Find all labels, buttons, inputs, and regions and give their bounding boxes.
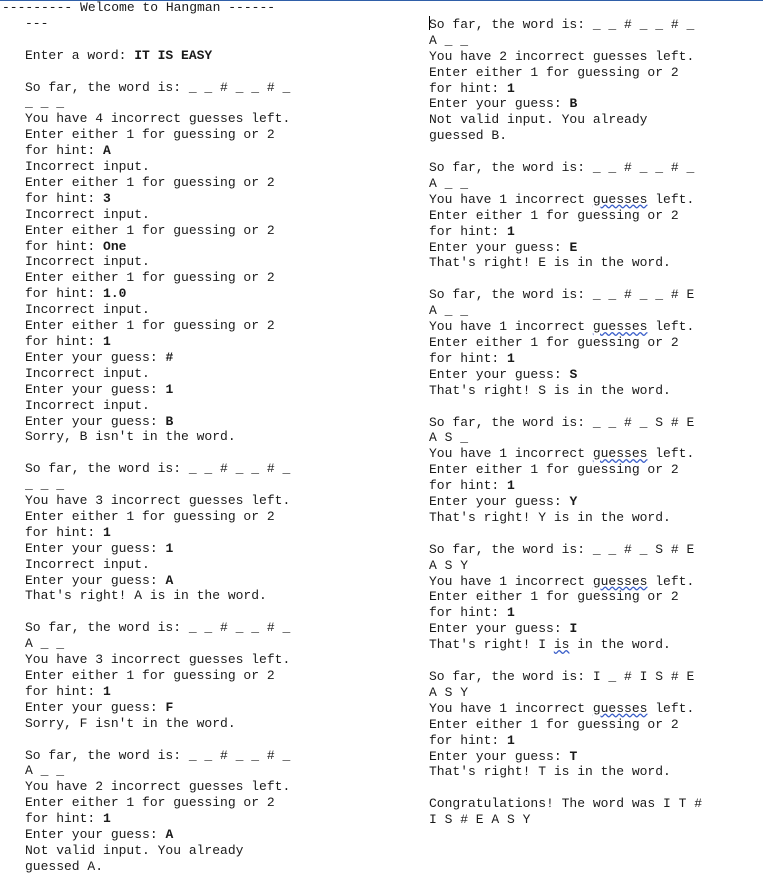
console-text: --------- Welcome to Hangman ------: [2, 0, 276, 15]
user-input: 1: [507, 605, 515, 621]
console-text: Enter your guess:: [25, 381, 166, 397]
console-text: Enter your guess:: [25, 572, 166, 588]
console-text: for hint:: [25, 238, 104, 254]
console-text: That's right! A is in the word.: [25, 588, 267, 604]
console-text: You have 1 incorrect guesses left.: [429, 319, 695, 335]
console-text: Enter a word:: [25, 47, 135, 63]
console-text: Enter your guess:: [25, 699, 166, 715]
right-console-line: [429, 271, 729, 287]
left-console-line: [25, 239, 325, 255]
right-console-line: [429, 494, 729, 510]
user-input: 1: [507, 478, 515, 494]
console-text: Enter either 1 for guessing or 2: [25, 174, 275, 190]
console-text: I S # E A S Y: [429, 812, 531, 828]
left-console-line: [25, 175, 325, 191]
console-text: Enter either 1 for guessing or 2: [25, 318, 275, 334]
user-input: I: [569, 621, 578, 637]
right-console-line: [429, 701, 729, 717]
right-console-line: [429, 749, 729, 765]
console-text: Enter your guess:: [25, 413, 166, 429]
console-text: Enter either 1 for guessing or 2: [429, 334, 679, 350]
console-text: Enter your guess:: [25, 349, 166, 365]
left-console-line: [25, 445, 325, 461]
right-console-line: [429, 96, 729, 112]
user-input: 1: [165, 381, 174, 397]
console-text: So far, the word is: _ _ # _ _ # _: [25, 79, 291, 95]
console-text: for hint:: [25, 286, 104, 302]
console-text: Incorrect input.: [25, 556, 150, 572]
right-console-line: [429, 780, 729, 796]
user-input: 1.0: [103, 286, 127, 302]
left-console-line: [25, 398, 325, 414]
console-text: Enter your guess:: [429, 494, 570, 510]
spellcheck-underline: guesses: [592, 319, 648, 335]
left-console-line: [25, 223, 325, 239]
console-text: for hint:: [429, 80, 508, 96]
console-text: So far, the word is: _ _ # _ _ # _: [25, 461, 291, 477]
right-console-line: [429, 224, 729, 240]
console-text: You have 1 incorrect guesses left.: [429, 191, 695, 207]
left-console-line: [25, 620, 325, 636]
left-console-line: [25, 159, 325, 175]
console-text: You have 1 incorrect guesses left.: [429, 446, 695, 462]
console-text: Enter your guess:: [25, 540, 166, 556]
right-console-line: [429, 558, 729, 574]
console-text: for hint:: [429, 223, 508, 239]
left-console-line: [25, 111, 325, 127]
left-console-line: [25, 604, 325, 620]
console-text: So far, the word is: _ _ # _ S # E: [429, 414, 695, 430]
console-text: A _ _: [25, 636, 65, 652]
console-text: That's right! I is in the word.: [429, 637, 671, 653]
right-console-line: [429, 192, 729, 208]
right-console-line: [429, 0, 729, 16]
console-text: Enter either 1 for guessing or 2: [25, 668, 275, 683]
left-console-line: [25, 636, 325, 652]
console-text: Enter your guess:: [429, 366, 570, 382]
left-console-line: [25, 16, 325, 32]
console-output-right-column: [429, 0, 729, 828]
left-console-line: [25, 414, 325, 430]
right-console-line: [429, 796, 729, 812]
user-input: 1: [103, 334, 111, 349]
console-text: for hint:: [429, 350, 508, 366]
left-console-line: [2, 0, 325, 16]
console-text: for hint:: [429, 732, 508, 748]
user-input: E: [569, 239, 578, 255]
user-input: A: [103, 143, 111, 159]
left-console-line: [25, 588, 325, 604]
left-console-line: [25, 334, 325, 350]
user-input: T: [569, 748, 578, 764]
right-console-line: [429, 415, 729, 431]
right-console-line: [429, 33, 729, 49]
user-input: IT IS EASY: [134, 47, 213, 63]
right-console-line: [429, 510, 729, 526]
right-console-line: [429, 383, 729, 399]
console-text: That's right! E is in the word.: [429, 255, 671, 271]
console-text: Congratulations! The word was I T #: [429, 796, 703, 812]
console-text: Enter either 1 for guessing or 2: [25, 795, 275, 811]
user-input: 1: [507, 80, 515, 96]
left-console-line: [25, 477, 325, 493]
right-console-line: [429, 144, 729, 160]
console-text: A S Y: [429, 557, 469, 573]
console-text: You have 1 incorrect guesses left.: [429, 700, 695, 716]
user-input: 1: [507, 732, 515, 748]
left-console-line: [25, 270, 325, 286]
right-console-line: [429, 589, 729, 605]
user-input: B: [569, 96, 578, 112]
console-text: A S Y: [429, 684, 469, 700]
console-text: You have 3 incorrect guesses left.: [25, 493, 291, 509]
user-input: 1: [103, 683, 111, 699]
user-input: F: [165, 699, 174, 715]
console-text: You have 3 incorrect guesses left.: [25, 652, 291, 668]
console-text: Enter your guess:: [429, 239, 570, 255]
console-output-left-column: [2, 0, 325, 875]
right-console-line: [429, 287, 729, 303]
right-console-line: [429, 303, 729, 319]
console-text: guessed B.: [429, 128, 508, 144]
right-console-line: [429, 176, 729, 192]
console-text: for hint:: [25, 190, 104, 206]
left-console-line: [25, 509, 325, 525]
user-input: 1: [103, 811, 111, 827]
right-console-line: [429, 637, 729, 653]
console-text: Not valid input. You already: [429, 112, 648, 128]
left-console-line: [25, 748, 325, 764]
left-console-line: [25, 382, 325, 398]
right-console-line: [429, 446, 729, 462]
console-text: A _ _: [429, 303, 469, 319]
left-console-line: [25, 684, 325, 700]
left-console-line: [25, 302, 325, 318]
right-console-line: [429, 335, 729, 351]
spellcheck-underline: guesses: [592, 446, 648, 462]
right-console-line: [429, 351, 729, 367]
right-console-line: [429, 81, 729, 97]
console-text: Enter either 1 for guessing or 2: [25, 508, 275, 524]
user-input: S: [569, 366, 578, 382]
left-console-line: [25, 32, 325, 48]
right-console-line: [429, 399, 729, 415]
right-console-line: [429, 685, 729, 701]
console-text: Enter either 1 for guessing or 2: [25, 222, 275, 238]
console-text: Incorrect input.: [25, 302, 150, 318]
console-text: for hint:: [25, 334, 104, 349]
console-text: Sorry, F isn't in the word.: [25, 715, 236, 731]
right-console-line: [429, 621, 729, 637]
console-text: Enter either 1 for guessing or 2: [429, 207, 679, 223]
console-text: So far, the word is: _ _ # _ _ # _: [429, 16, 695, 32]
console-text: Enter your guess:: [25, 827, 166, 843]
console-text: Incorrect input.: [25, 365, 150, 381]
right-console-line: [429, 526, 729, 542]
left-console-line: [25, 795, 325, 811]
console-text: You have 2 incorrect guesses left.: [25, 779, 291, 795]
user-input: A: [165, 572, 174, 588]
console-text: So far, the word is: _ _ # _ _ # _: [429, 160, 695, 176]
left-console-line: [25, 366, 325, 382]
console-text: for hint:: [429, 478, 508, 494]
right-console-line: [429, 367, 729, 383]
user-input: 1: [507, 350, 515, 366]
user-input: 1: [507, 223, 515, 239]
right-console-line: [429, 128, 729, 144]
console-text: You have 2 incorrect guesses left.: [429, 48, 695, 64]
console-text: Enter either 1 for guessing or 2: [429, 462, 679, 478]
left-console-line: [25, 95, 325, 111]
left-console-line: [25, 429, 325, 445]
console-text: for hint:: [25, 524, 104, 540]
console-text: Enter either 1 for guessing or 2: [25, 127, 275, 143]
left-console-line: [25, 350, 325, 366]
left-console-line: [25, 254, 325, 270]
left-console-line: [25, 763, 325, 779]
console-text: So far, the word is: I _ # I S # E: [429, 668, 695, 684]
console-text: Incorrect input.: [25, 254, 150, 270]
console-text: A _ _: [25, 763, 65, 779]
user-input: Y: [569, 494, 578, 510]
console-text: You have 4 incorrect guesses left.: [25, 111, 291, 127]
user-input: #: [165, 349, 174, 365]
console-text: A _ _: [429, 175, 469, 191]
left-console-line: [25, 779, 325, 795]
console-text: Enter either 1 for guessing or 2: [429, 589, 679, 605]
left-console-line: [25, 827, 325, 843]
console-text: So far, the word is: _ _ # _ S # E: [429, 541, 695, 557]
console-text: Incorrect input.: [25, 206, 150, 222]
user-input: 3: [103, 190, 111, 206]
left-console-line: [25, 191, 325, 207]
console-text: You have 1 incorrect guesses left.: [429, 573, 695, 589]
left-console-line: [25, 461, 325, 477]
left-console-line: [25, 493, 325, 509]
console-text: Enter either 1 for guessing or 2: [429, 64, 679, 80]
spellcheck-underline: guesses: [592, 573, 648, 589]
right-console-line: [429, 255, 729, 271]
user-input: A: [165, 827, 174, 843]
console-text: Incorrect input.: [25, 159, 150, 175]
left-console-line: [25, 541, 325, 557]
left-console-line: [25, 525, 325, 541]
right-console-line: [429, 240, 729, 256]
console-text: _ _ _: [25, 477, 65, 493]
user-input: B: [165, 413, 174, 429]
console-text: A S _: [429, 430, 469, 446]
left-console-line: [25, 48, 325, 64]
right-console-line: [429, 478, 729, 494]
console-text: Enter your guess:: [429, 748, 570, 764]
left-console-line: [25, 557, 325, 573]
user-input: One: [103, 238, 127, 254]
right-console-line: [429, 208, 729, 224]
console-text: Enter either 1 for guessing or 2: [429, 716, 679, 732]
right-console-line: [429, 574, 729, 590]
console-text: That's right! S is in the word.: [429, 382, 671, 398]
left-console-line: [25, 286, 325, 302]
user-input: 1: [103, 524, 111, 540]
left-console-line: [25, 80, 325, 96]
left-console-line: [25, 573, 325, 589]
console-text: for hint:: [25, 143, 104, 159]
console-text: for hint:: [25, 683, 104, 699]
console-text: Sorry, B isn't in the word.: [25, 429, 236, 445]
console-text: ---: [25, 15, 49, 31]
right-console-line: [429, 112, 729, 128]
spellcheck-underline: guesses: [592, 700, 648, 716]
left-console-line: [25, 127, 325, 143]
console-text: Incorrect input.: [25, 397, 150, 413]
left-console-line: [25, 700, 325, 716]
spellcheck-underline: guesses: [592, 191, 648, 207]
console-text: So far, the word is: _ _ # _ _ # _: [25, 620, 291, 636]
left-console-line: [25, 207, 325, 223]
left-console-line: [25, 652, 325, 668]
right-console-line: [429, 669, 729, 685]
console-text: for hint:: [25, 811, 104, 827]
right-console-line: [429, 605, 729, 621]
console-text: So far, the word is: _ _ # _ _ # _: [25, 747, 291, 763]
console-text: Enter your guess:: [429, 621, 570, 637]
console-text: That's right! T is in the word.: [429, 764, 671, 780]
right-console-line: [429, 462, 729, 478]
console-text: for hint:: [429, 605, 508, 621]
right-console-line: [429, 764, 729, 780]
right-console-line: [429, 319, 729, 335]
console-text: _ _ _: [25, 95, 65, 111]
console-text: A _ _: [429, 32, 469, 48]
right-console-line: [429, 812, 729, 828]
right-console-line: [429, 733, 729, 749]
left-console-line: [25, 716, 325, 732]
right-console-line: [429, 653, 729, 669]
right-console-line: [429, 160, 729, 176]
console-text: That's right! Y is in the word.: [429, 509, 671, 525]
console-text: Enter your guess:: [429, 96, 570, 112]
console-text: Enter either 1 for guessing or 2: [25, 270, 275, 286]
right-console-line: [429, 65, 729, 81]
console-text: Not valid input. You already: [25, 842, 244, 858]
left-console-line: [25, 668, 325, 684]
left-console-line: [25, 318, 325, 334]
console-text: guessed A.: [25, 858, 104, 874]
left-console-line: [25, 843, 325, 859]
left-console-line: [25, 732, 325, 748]
left-console-line: [25, 811, 325, 827]
right-console-line: [429, 542, 729, 558]
console-text: So far, the word is: _ _ # _ _ # E: [429, 287, 695, 303]
right-console-line: [429, 430, 729, 446]
right-console-line: [429, 717, 729, 733]
right-console-line: [429, 49, 729, 65]
left-console-line: [25, 143, 325, 159]
left-console-line: [25, 859, 325, 875]
user-input: 1: [165, 540, 174, 556]
left-console-line: [25, 64, 325, 80]
right-console-line: [429, 16, 729, 33]
spellcheck-underline: is: [553, 637, 570, 653]
